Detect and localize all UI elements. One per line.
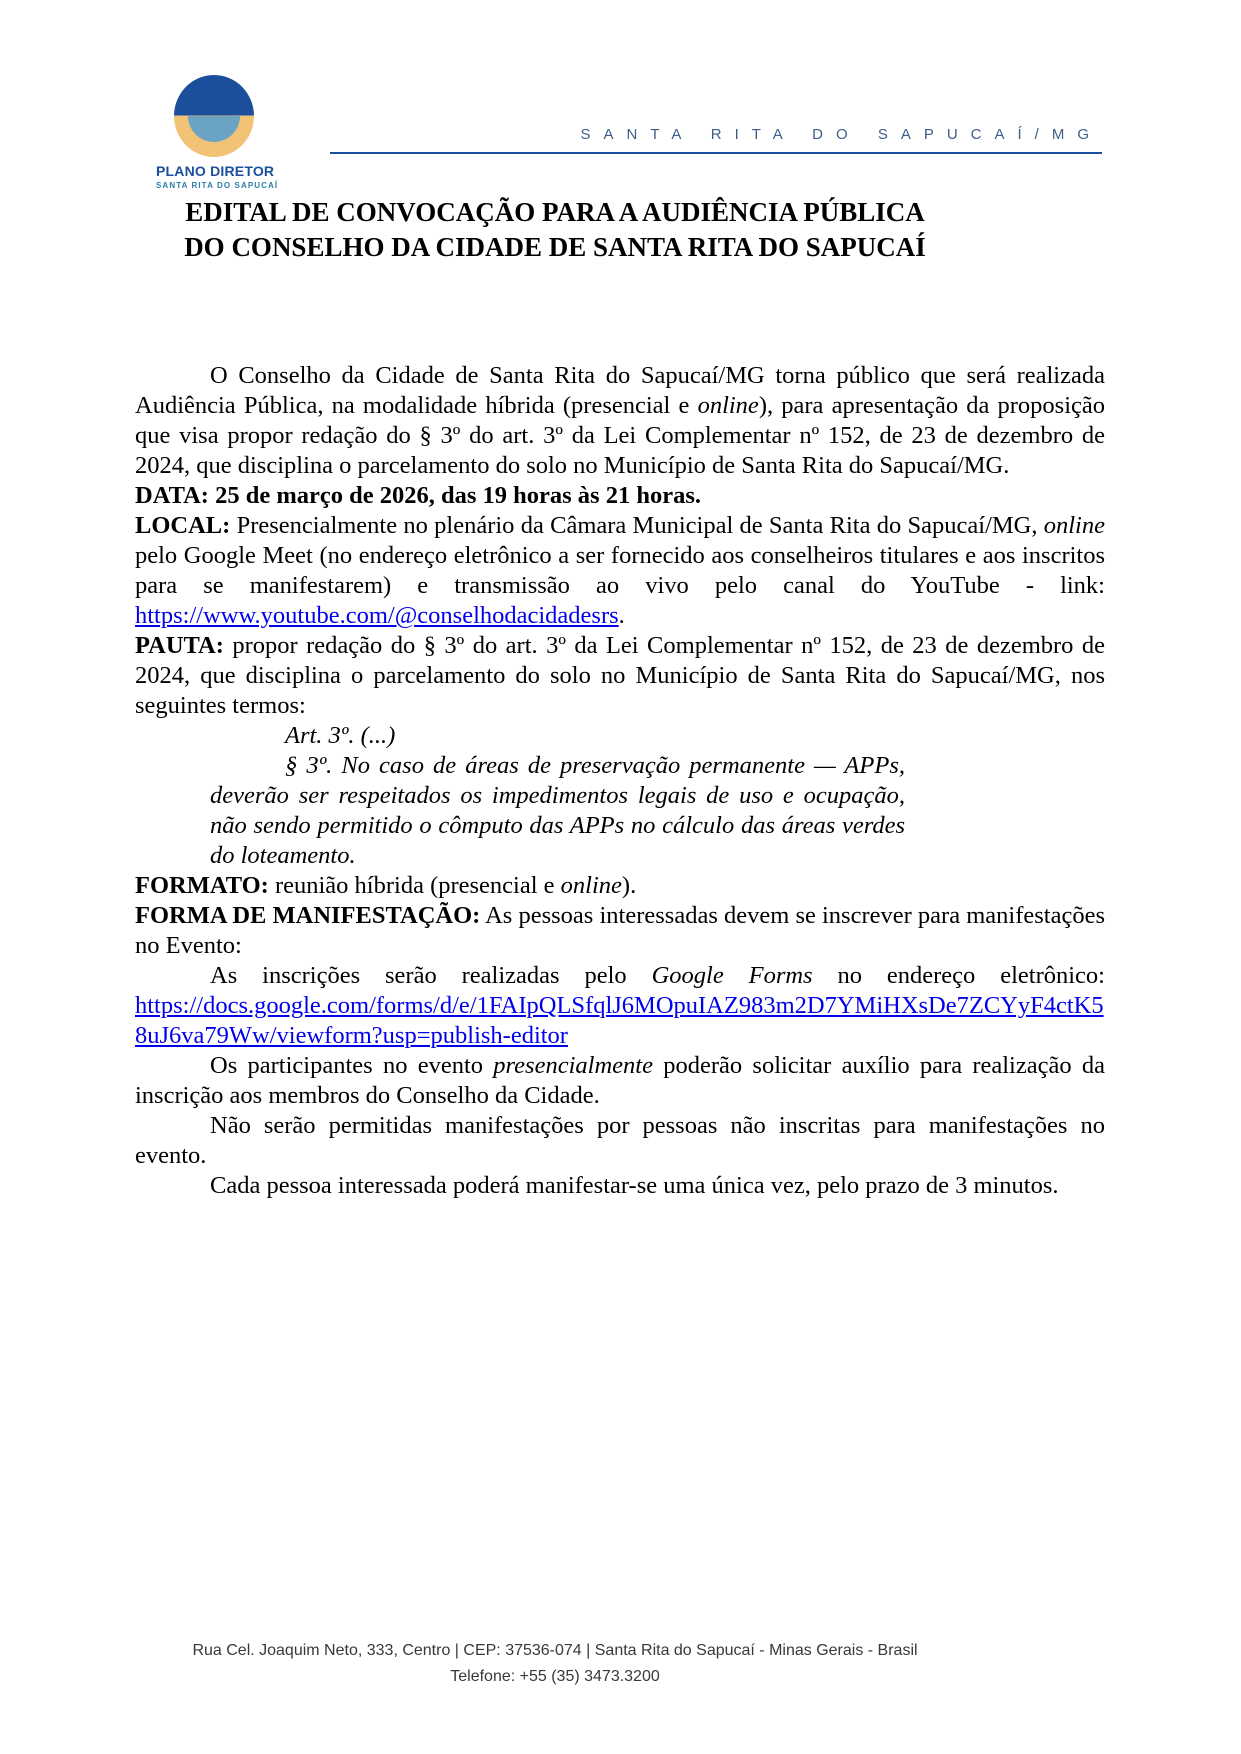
pauta-text: propor redação do § 3º do art. 3º da Lei Complementar nº 152, de 23 de dezembro de 2024, que disciplina o parcelamento do solo no Município de Santa Rita do Sapucaí/MG, nos seguintes termos: xyxy=(135,632,1105,719)
formato-label: FORMATO: xyxy=(135,872,269,899)
local-paragraph xyxy=(135,511,1105,631)
footer-phone: Telefone: +55 (35) 3473.3200 xyxy=(450,1668,660,1685)
data-value: 25 de março de 2026, das 19 horas às 21 horas. xyxy=(208,482,701,509)
intro-text: O Conselho da Cidade de Santa Rita do Sapucaí/MG torna público que será realizada Audiência Pública, na modalidade híbrida (presencial e xyxy=(135,362,1105,419)
youtube-link[interactable]: https://www.youtube.com/@conselhodacidadesrs xyxy=(135,602,619,629)
participantes-paragraph xyxy=(135,1051,1105,1111)
logo-subtitle: SANTA RITA DO SAPUCAÍ xyxy=(156,181,279,190)
intro-online-italic: online xyxy=(697,392,759,419)
forma-text: As pessoas interessadas devem se inscrever para manifestações no Evento: xyxy=(135,902,1105,959)
header-region-bar xyxy=(330,126,1102,154)
inscricoes-text-2: no endereço eletrônico: xyxy=(812,962,1105,989)
local-text-2: pelo Google Meet (no endereço eletrônico a ser fornecido aos conselheiros titulares e aos inscritos para se manifestarem) e transmissão ao vivo pelo canal do YouTube - link: xyxy=(135,542,1105,599)
presencialmente-italic: presencialmente xyxy=(493,1052,653,1079)
manifestacao-unica-paragraph: Cada pessoa interessada poderá manifestar-se uma única vez, pelo prazo de 3 minutos. xyxy=(210,1172,1059,1199)
logo-halfdisc-shape xyxy=(188,116,240,142)
header-region-label: SANTA RITA DO SAPUCAÍ/MG xyxy=(580,126,1102,143)
google-forms-italic: Google Forms xyxy=(651,962,813,989)
nao-inscritas-paragraph: Não serão permitidas manifestações por pessoas não inscritas para manifestações no evento. xyxy=(135,1112,1105,1169)
local-online-italic: online xyxy=(1043,512,1105,539)
formato-line xyxy=(135,871,1105,901)
forma-label: FORMA DE MANIFESTAÇÃO: xyxy=(135,902,481,929)
intro-paragraph xyxy=(135,361,1105,481)
law-quote-block xyxy=(210,721,905,871)
formato-online-italic: online xyxy=(560,872,622,899)
formato-text: reunião híbrida (presencial e xyxy=(268,872,561,899)
forma-paragraph xyxy=(135,901,1105,961)
local-label: LOCAL: xyxy=(135,512,231,539)
quote-paragraph: § 3º. No caso de áreas de preservação permanente — APPs, deverão ser respeitados os impedimentos legais de uso e ocupação, não sendo permitido o cômputo das APPs no cálculo das áreas verdes do loteamento. xyxy=(210,752,905,869)
google-forms-link[interactable]: https://docs.google.com/forms/d/e/1FAIpQLSfqlJ6MOpuIAZ983m2D7YMiHXsDe7ZCYyF4ctK58uJ6va79Ww/viewform?usp=publish-editor xyxy=(135,992,1104,1049)
local-text-3: . xyxy=(618,602,625,629)
participantes-text-2: poderão solicitar auxílio para realização da inscrição aos membros do Conselho da Cidade. xyxy=(135,1052,1106,1109)
intro-text-2: ), para apresentação da proposição que visa propor redação do § 3º do art. 3º da Lei Complementar nº 152, de 23 de dezembro de 2024, que disciplina o parcelamento do solo no Município de Santa Rita do Sapucaí/MG. xyxy=(135,392,1106,479)
plano-diretor-logo-icon xyxy=(174,75,254,157)
footer-address: Rua Cel. Joaquim Neto, 333, Centro | CEP: 37536-074 | Santa Rita do Sapucaí - Minas Gerais - Brasil xyxy=(192,1642,918,1659)
inscricoes-text: As inscrições serão realizadas pelo xyxy=(210,962,652,989)
pauta-label: PAUTA: xyxy=(135,632,224,659)
local-text: Presencialmente no plenário da Câmara Municipal de Santa Rita do Sapucaí/MG, xyxy=(230,512,1044,539)
page-title-line2: DO CONSELHO DA CIDADE DE SANTA RITA DO SAPUCAÍ xyxy=(184,232,926,262)
inscricoes-paragraph xyxy=(135,961,1105,991)
plano-diretor-logo xyxy=(156,75,279,190)
logo-title: PLANO DIRETOR xyxy=(156,163,275,179)
formato-text-2: ). xyxy=(621,872,637,899)
page-title-line1: EDITAL DE CONVOCAÇÃO PARA A AUDIÊNCIA PÚBLICA xyxy=(185,197,925,227)
document-body xyxy=(135,361,1105,1201)
page-title xyxy=(135,195,1105,265)
data-line xyxy=(135,481,1105,511)
data-label: DATA: xyxy=(135,482,209,509)
page-footer xyxy=(135,1638,975,1690)
quote-art-line: Art. 3º. (...) xyxy=(285,722,396,749)
pauta-paragraph xyxy=(135,631,1105,721)
participantes-text: Os participantes no evento xyxy=(210,1052,494,1079)
